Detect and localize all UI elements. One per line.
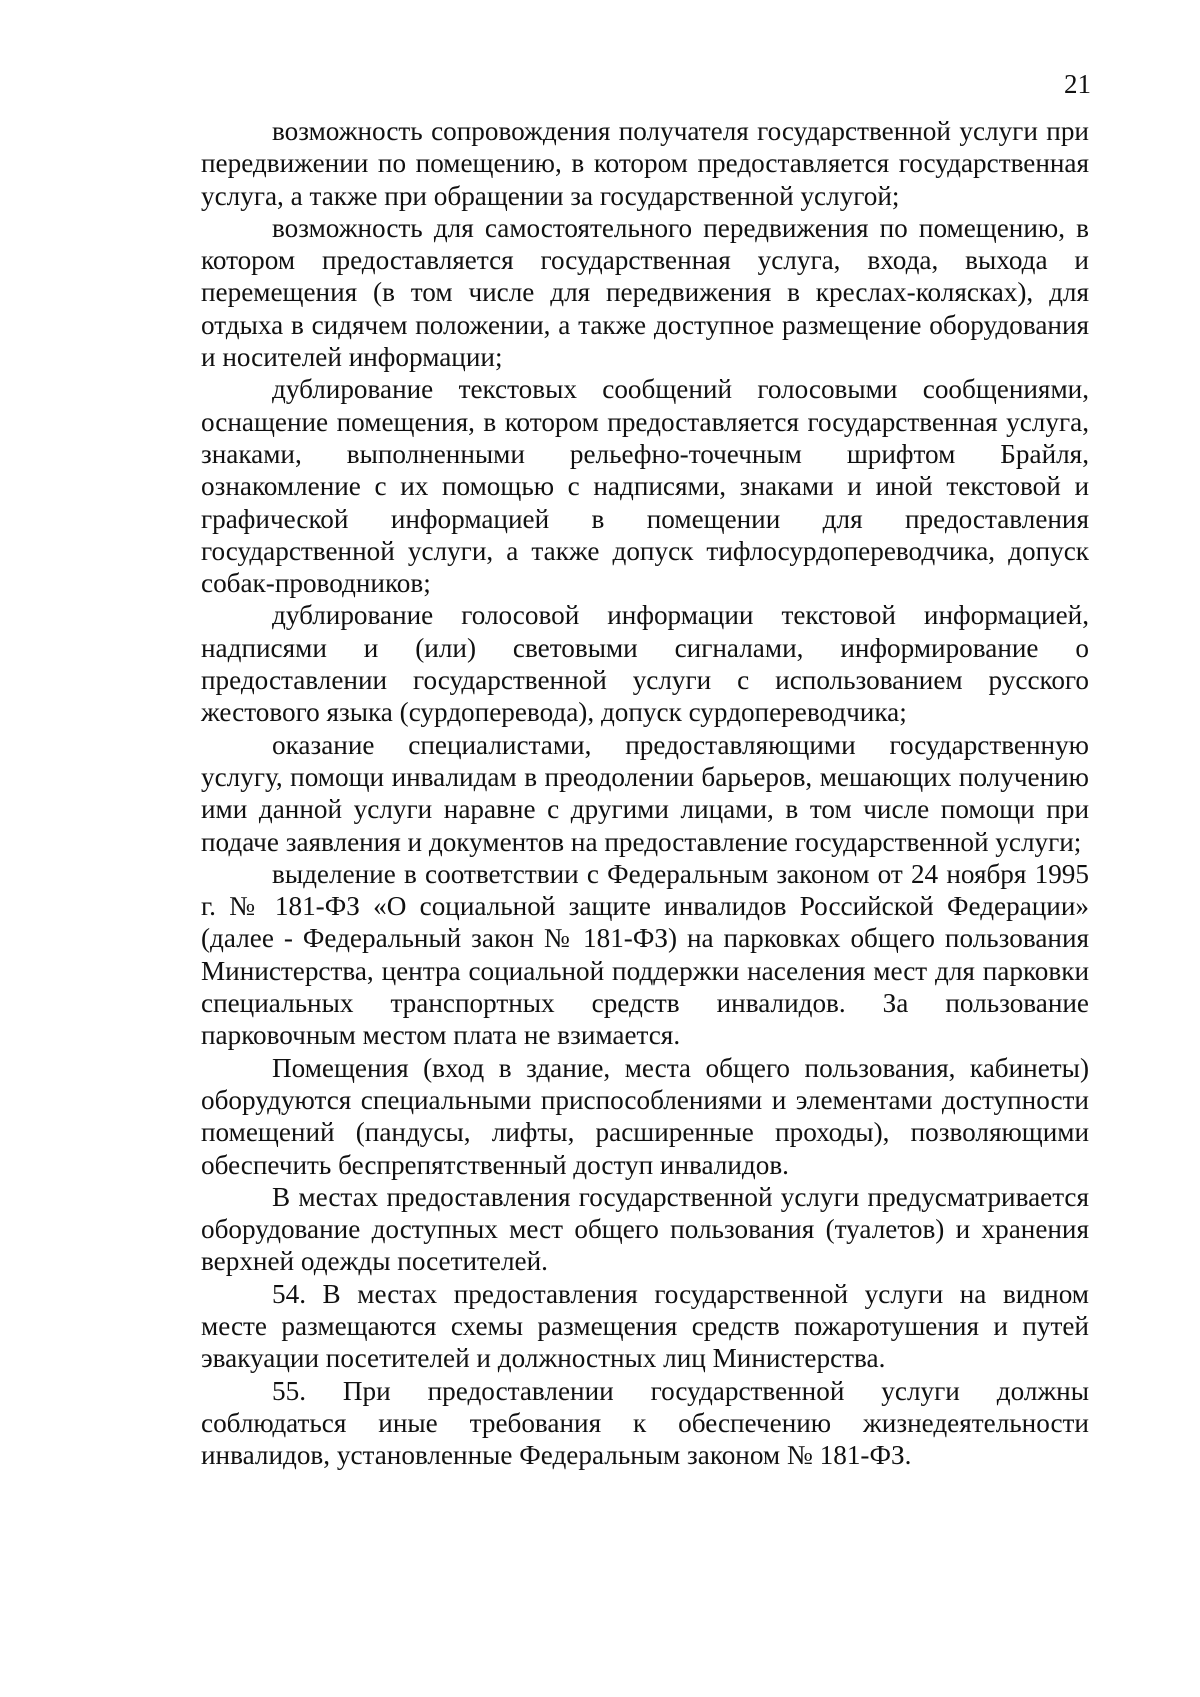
paragraph-accessibility-equipment: Помещения (вход в здание, места общего пользования, кабинеты) оборудуются специальными приспособлениями и элементами доступности помещений (пандусы, лифты, расширенные проходы), позволяющими обеспечить беспрепятственный доступ инвалидов.	[201, 1052, 1089, 1180]
paragraph-restrooms-cloakroom: В местах предоставления государственной услуги предусматривается оборудование доступных мест общего пользования (туалетов) и хранения верхней одежды посетителей.	[201, 1181, 1089, 1277]
paragraph-braille-signage: дублирование текстовых сообщений голосовыми сообщениями, оснащение помещения, в котором предоставляется государственная услуга, знаками, выполненными рельефно-точечным шрифтом Брайля, ознакомление с их помощью с надписями, знаками и иной текстовой и графической информацией в помещении для предоставления государственной услуги, а также допуск тифлосурдопереводчика, допуск собак-проводников;	[201, 374, 1089, 599]
document-body	[201, 115, 1089, 1471]
paragraph-escort-assistance: возможность сопровождения получателя государственной услуги при передвижении по помещению, в котором предоставляется государственная услуга, а также при обращении за государственной услугой;	[201, 116, 1089, 211]
paragraph-item-55-requirements: 55. При предоставлении государственной услуги должны соблюдаться иные требования к обеспечению жизнедеятельности инвалидов, установленные Федеральным законом № 181-ФЗ.	[201, 1375, 1089, 1471]
paragraph-specialist-help: оказание специалистами, предоставляющими государственную услугу, помощи инвалидам в преодолении барьеров, мешающих получению ими данной услуги наравне с другими лицами, в том числе помощи при подаче заявления и документов на предоставление государственной услуги;	[201, 729, 1089, 857]
paragraph-independent-movement: возможность для самостоятельного передвижения по помещению, в котором предоставляется государственная услуга, входа, выхода и перемещения (в том числе для передвижения в креслах-колясках), для отдыха в сидячем положении, а также доступное размещение оборудования и носителей информации;	[201, 212, 1089, 373]
paragraph-parking-allocation: выделение в соответствии с Федеральным законом от 24 ноября 1995 г. № 181-ФЗ «О социальной защите инвалидов Российской Федерации» (далее - Федеральный закон № 181-ФЗ) на парковках общего пользования Министерства, центра социальной поддержки населения мест для парковки специальных транспортных средств инвалидов. За пользование парковочным местом плата не взимается.	[201, 858, 1089, 1051]
paragraph-sign-language: дублирование голосовой информации текстовой информацией, надписями и (или) световыми сигналами, информирование о предоставлении государственной услуги с использованием русского жестового языка (сурдоперевода), допуск сурдопереводчика;	[201, 600, 1089, 728]
paragraph-item-54-evacuation: 54. В местах предоставления государственной услуги на видном месте размещаются схемы размещения средств пожаротушения и путей эвакуации посетителей и должностных лиц Министерства.	[201, 1278, 1089, 1374]
page-number: 21	[1064, 69, 1091, 99]
